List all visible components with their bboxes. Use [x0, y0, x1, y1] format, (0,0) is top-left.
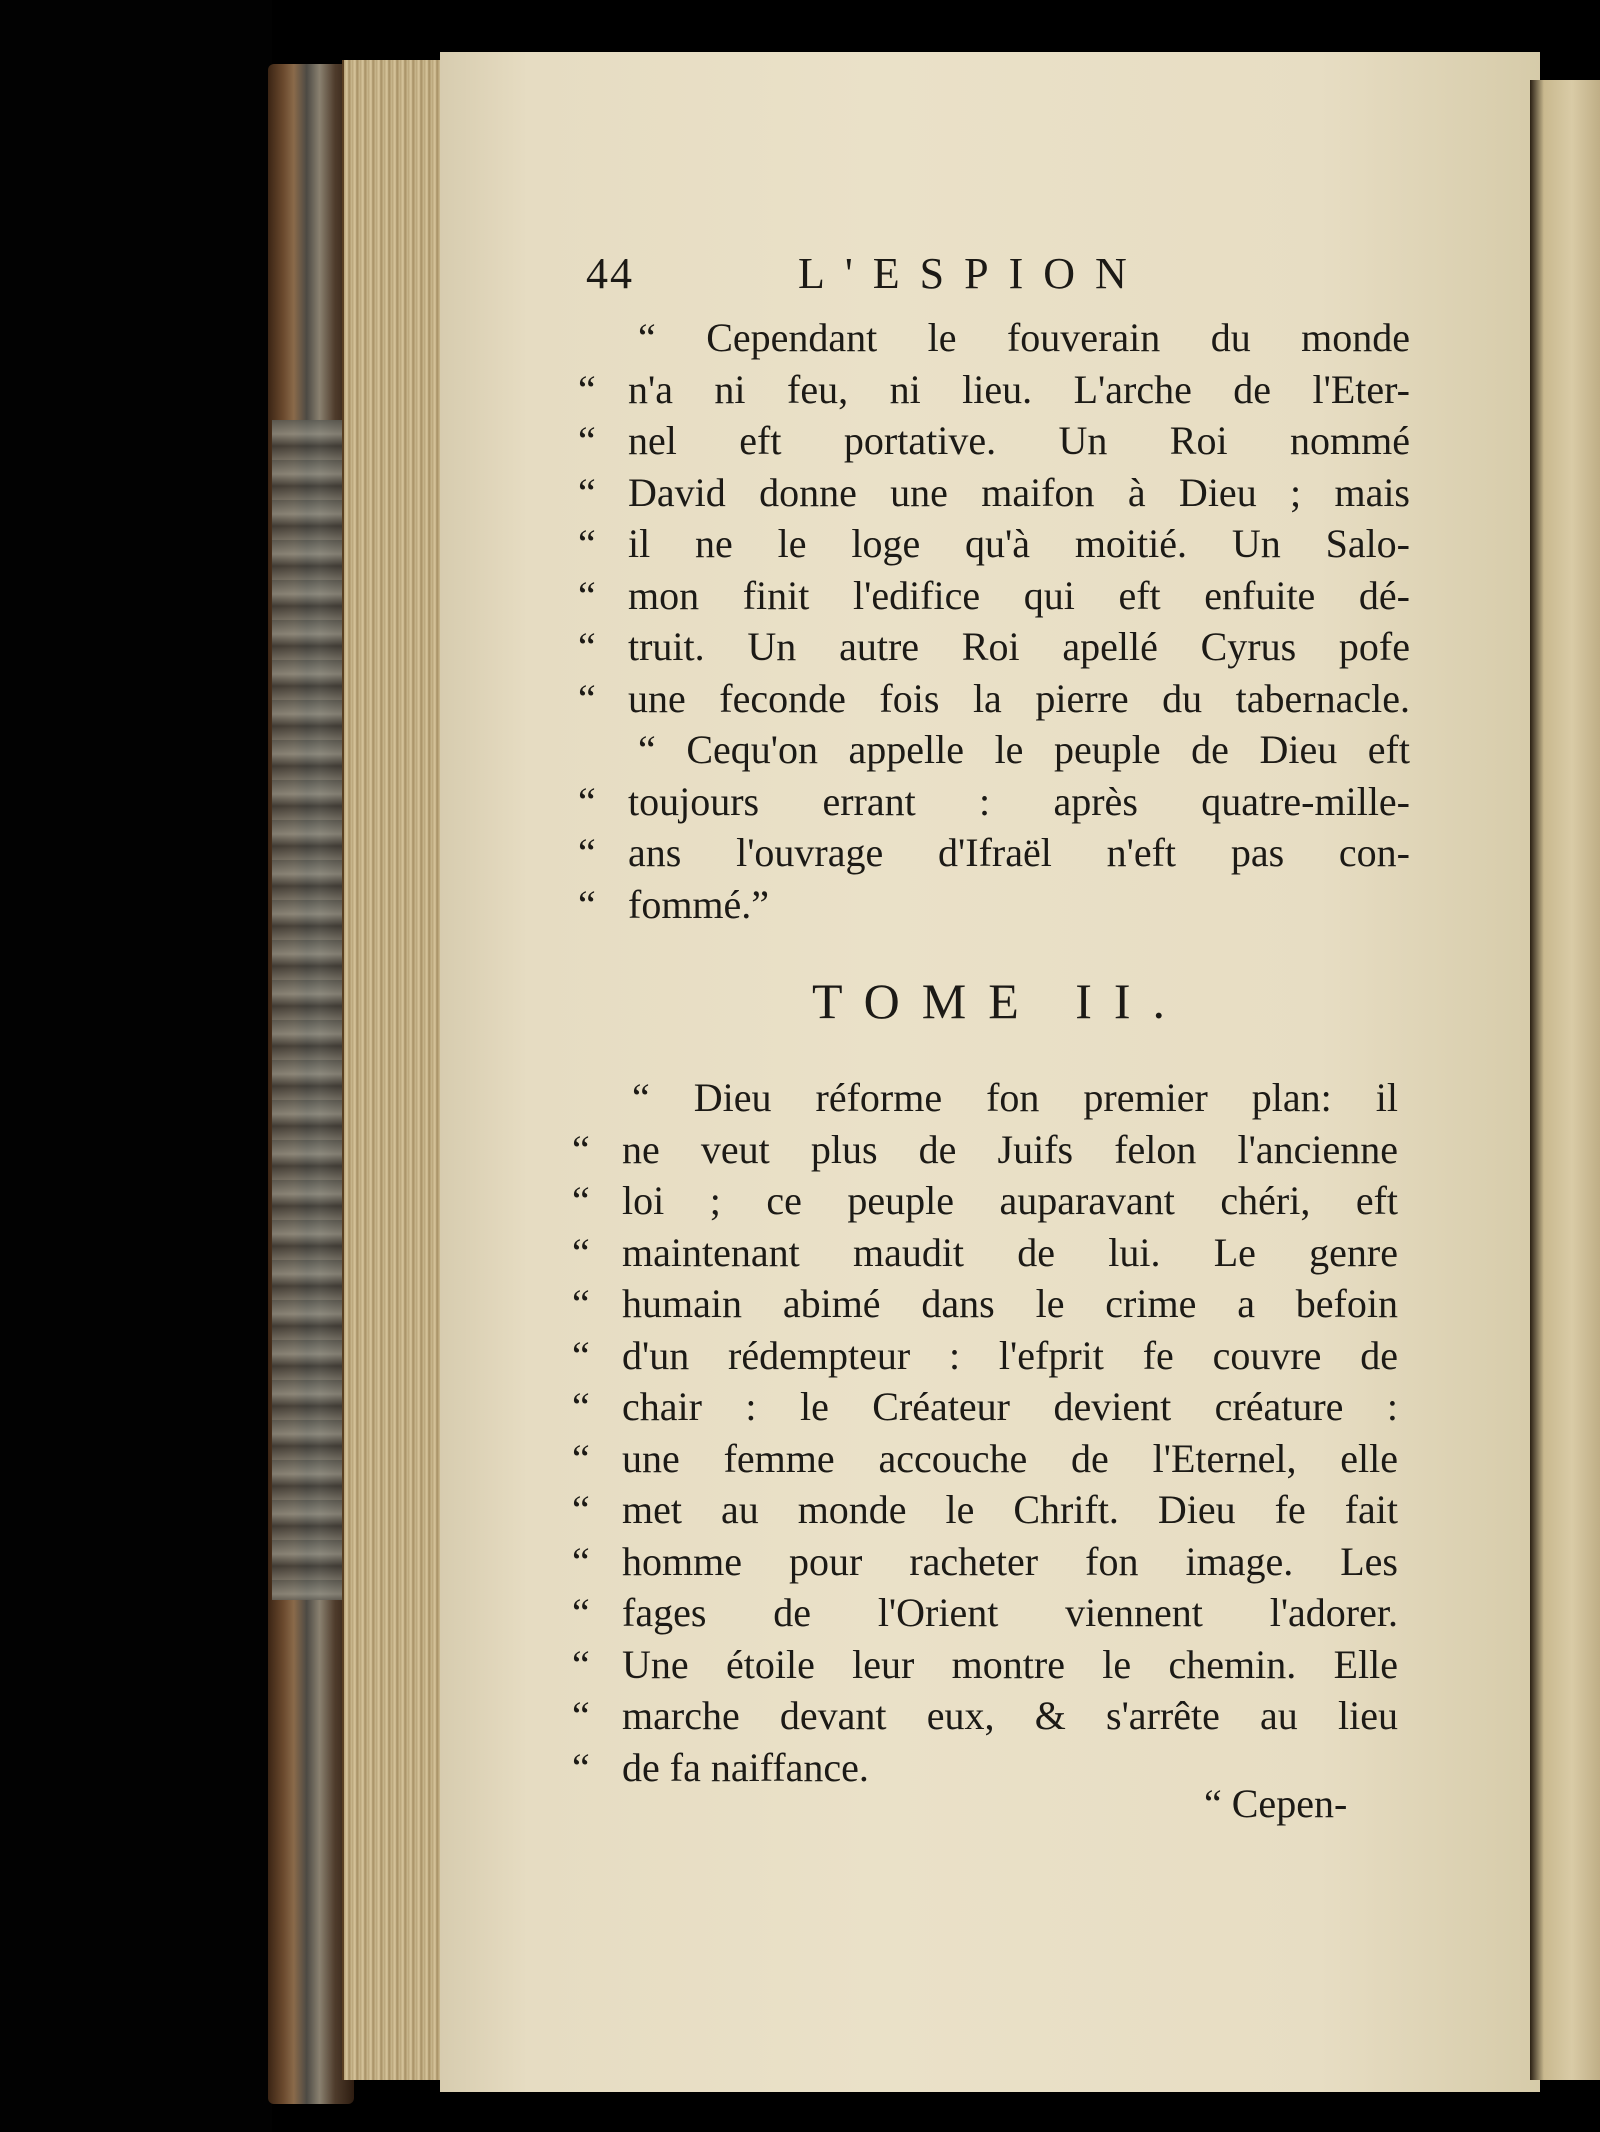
line-text: homme pour racheter fon image. Les [622, 1538, 1398, 1584]
line-text: “ Dieu réforme fon premier plan: il [632, 1075, 1398, 1120]
line-text: ne veut plus de Juifs felon l'ancienne [622, 1126, 1398, 1172]
page-edges [342, 60, 444, 2080]
quote-mark: “ [578, 830, 596, 875]
quote-mark: “ [578, 572, 596, 618]
quote-mark: “ [572, 1693, 590, 1738]
quote-mark: “ [578, 521, 596, 566]
line-text: maintenant maudit de lui. Le genre [622, 1229, 1398, 1275]
line-text: nel eft portative. Un Roi nommé [628, 418, 1410, 463]
quote-mark: “ [572, 1641, 590, 1687]
quote-mark: “ [572, 1538, 590, 1584]
line-text: toujours errant : après quatre-mille- [628, 778, 1410, 824]
quote-mark: “ [578, 624, 596, 669]
line-text: une feconde fois la pierre du tabernacle. [628, 675, 1410, 721]
line-text: mon finit l'edifice qui eft enfuite dé- [628, 572, 1410, 618]
line-text: d'un rédempteur : l'efprit fe couvre de [622, 1332, 1398, 1378]
line-text: “ Cequ'on appelle le peuple de Dieu eft [638, 727, 1410, 772]
line-text: une femme accouche de l'Eternel, elle [622, 1435, 1398, 1481]
line-text: “ Cependant le fouverain du monde [638, 315, 1410, 360]
facing-page-edge [1530, 80, 1600, 2080]
section-title: TOME II. [812, 973, 1188, 1029]
text-block-1 [578, 312, 1410, 932]
running-title: L'ESPION [798, 249, 1147, 298]
quote-mark: “ [572, 1487, 590, 1532]
line-text: chair : le Créateur devient créature : [622, 1384, 1398, 1429]
line-text: loi ; ce peuple auparavant chéri, eft [622, 1178, 1398, 1223]
quote-mark: “ [572, 1229, 590, 1275]
line-text: met au monde le Chrift. Dieu fe fait [622, 1487, 1398, 1532]
quote-mark: “ [572, 1744, 590, 1790]
quote-mark: “ [572, 1435, 590, 1481]
line-text: fages de l'Orient viennent l'adorer. [622, 1590, 1398, 1635]
line-text: n'a ni feu, ni lieu. L'arche de l'Eter- [628, 366, 1410, 412]
quote-mark: “ [578, 881, 596, 927]
quote-mark: “ [572, 1126, 590, 1172]
quote-mark: “ [578, 418, 596, 463]
quote-mark: “ [572, 1281, 590, 1326]
line-text: il ne le loge qu'à moitié. Un Salo- [628, 521, 1410, 566]
quote-mark: “ [578, 469, 596, 515]
quote-mark: “ [572, 1332, 590, 1378]
quote-mark: “ [572, 1590, 590, 1635]
line-text: fommé.” [628, 881, 770, 927]
quote-mark: “ [572, 1178, 590, 1223]
scan-background [0, 0, 272, 2132]
line-text: humain abimé dans le crime a befoin [622, 1281, 1398, 1326]
quote-mark: “ [578, 675, 596, 721]
line-text: Une étoile leur montre le chemin. Elle [622, 1641, 1398, 1687]
line-text: truit. Un autre Roi apellé Cyrus pofe [628, 624, 1410, 669]
quote-mark: “ [572, 1384, 590, 1429]
line-text: de fa naiffance. [622, 1744, 869, 1790]
marbled-binding [272, 420, 342, 1600]
page-number: 44 [586, 249, 634, 298]
line-text: ans l'ouvrage d'Ifraël n'eft pas con- [628, 830, 1410, 875]
quote-mark: “ [578, 778, 596, 824]
text-block-2 [572, 1072, 1398, 1792]
line-text: marche devant eux, & s'arrête au lieu [622, 1693, 1398, 1738]
line-text: David donne une maifon à Dieu ; mais [628, 469, 1410, 515]
quote-mark: “ [578, 366, 596, 412]
catchword: “ Cepen- [1204, 1781, 1348, 1826]
